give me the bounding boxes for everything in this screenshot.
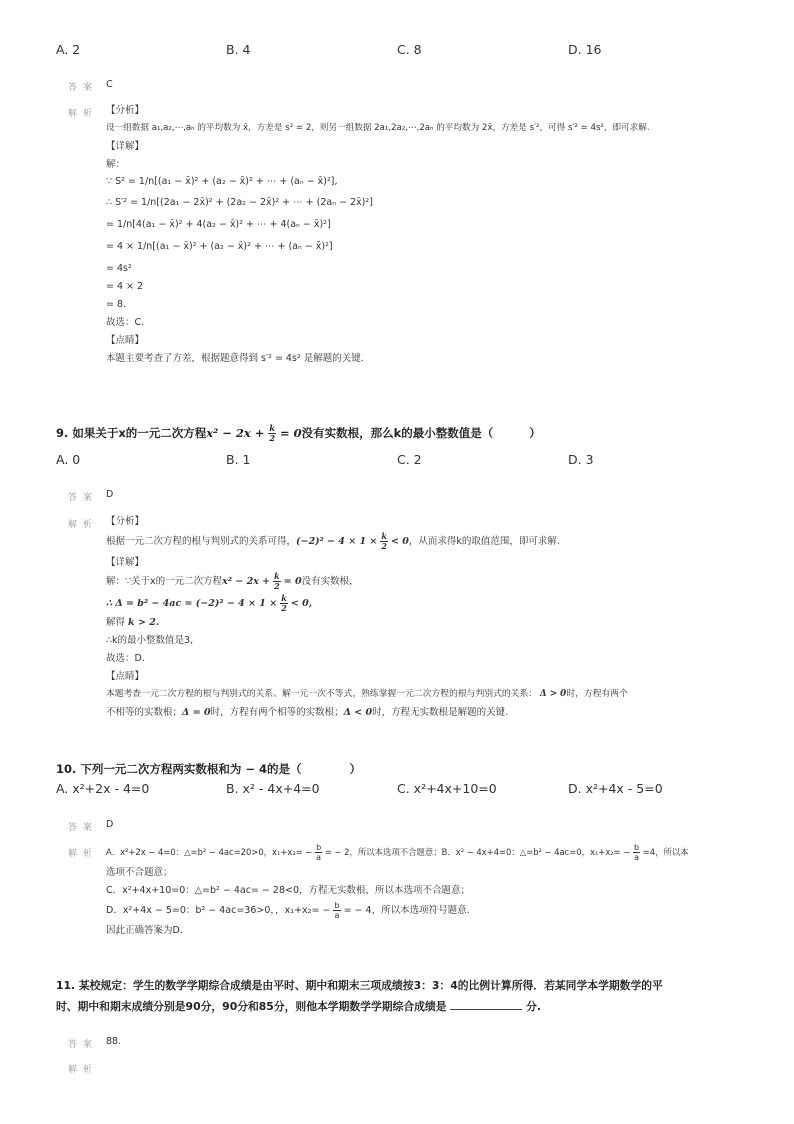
answer-blank — [450, 999, 522, 1010]
q9-option-a: A. 0 — [56, 452, 81, 467]
q9-line: 【详解】 — [106, 557, 145, 568]
fraction: $\frac{b}{a}$ — [634, 843, 640, 862]
q9-line: 【点睛】 — [106, 671, 145, 682]
q8-line: 设一组数据 a₁,a₂,⋯,aₙ 的平均数为 x̄，方差是 s² = 2，则另一组数据 2a₁,2a₂,⋯,2aₙ 的平均数为 2x̄，方差是 s′²，可得 s′² = 4s²，即可求解. — [106, 123, 650, 133]
q9-option-d: D. 3 — [568, 452, 594, 467]
q9-answer: D — [106, 489, 114, 500]
q8-line: = 4 × 1/n[(a₁ − x̄)² + (a₂ − x̄)² + ⋯ + (aₙ − x̄)²] — [106, 241, 333, 252]
q9-line: 解得 k > 2. — [106, 617, 160, 628]
q9-title: 9. 如果关于x的一元二次方程x² − 2x + $\frac{k}{2}$ = 0没有实数根，那么k的最小整数值是（ ） — [56, 423, 541, 443]
q9-line: 根据一元二次方程的根与判别式的关系可得，(−2)² − 4 × 1 × $\frac{k}{2}$ < 0，从而求得k的取值范围，即可求解. — [106, 531, 560, 551]
q11-analysis-label: 解析 — [68, 1065, 99, 1075]
q8-line: = 8. — [106, 299, 127, 310]
q9-option-c: C. 2 — [397, 452, 422, 467]
q10-analysis-label: 解析 — [68, 849, 99, 859]
q8-option-b: B. 4 — [226, 42, 251, 57]
q8-analysis-label: 解析 — [68, 109, 99, 119]
q10-option-a: A. x²+2x - 4=0 — [56, 781, 150, 796]
q8-line: = 4 × 2 — [106, 281, 144, 292]
q8-line: ∵ S² = 1/n[(a₁ − x̄)² + (a₂ − x̄)² + ⋯ + (aₙ − x̄)²], — [106, 176, 338, 187]
q11-answer-label: 答案 — [68, 1040, 99, 1050]
q10-option-b: B. x² - 4x+4=0 — [226, 781, 320, 796]
q8-option-c: C. 8 — [397, 42, 422, 57]
q9-line: 【分析】 — [106, 516, 145, 527]
q9-analysis-label: 解析 — [68, 520, 99, 530]
q10-line: 因此正确答案为D. — [106, 925, 183, 936]
q11-title-line2: 时、期中和期末成绩分别是90分，90分和85分，则他本学期数学学期综合成绩是 分. — [56, 1000, 542, 1013]
q10-line: C．x²+4x+10=0：△=b² − 4ac= − 28<0，方程无实数根，所以本选项不合题意； — [106, 885, 470, 896]
q10-answer-label: 答案 — [68, 823, 99, 833]
q10-line: D．x²+4x − 5=0：b² − 4ac=36>0，，x₁+x₂= − $\frac{b}{a}$ = − 4，所以本选项符号题意. — [106, 901, 470, 920]
q8-line: 【分析】 — [106, 105, 145, 116]
q9-line: ∴k的最小整数值是3, — [106, 635, 194, 646]
q8-answer-label: 答案 — [68, 83, 99, 93]
q8-option-a: A. 2 — [56, 42, 81, 57]
fraction: $\frac{k}{2}$ — [281, 593, 287, 613]
fraction: $\frac{b}{a}$ — [334, 901, 340, 920]
q9-line: 故选：D. — [106, 653, 145, 664]
q8-line: = 1/n[4(a₁ − x̄)² + 4(a₂ − x̄)² + ⋯ + 4(aₙ − x̄)²] — [106, 219, 331, 230]
q10-line: A．x²+2x − 4=0：△=b² − 4ac=20>0，x₁+x₂= − $\frac{b}{a}$ = − 2，所以本选项不合题意；B．x² − 4x+4=0：△=b² − 4ac=0，x₁+x₂= − $\frac{b}{a}$ =4，所以本 — [106, 843, 689, 862]
q8-line: 【点睛】 — [106, 335, 145, 346]
q11-title-line1: 11. 某校规定：学生的数学学期综合成绩是由平时、期中和期末三项成绩按3：3：4的比例计算所得．若某同学本学期数学的平 — [56, 979, 663, 992]
q10-line: 选项不合题意； — [106, 867, 173, 878]
q8-line: 解： — [106, 159, 126, 170]
q8-answer: C — [106, 79, 113, 90]
q9-line: 本题考查一元二次方程的根与判别式的关系、解一元一次不等式，熟练掌握一元二次方程的根与判别式的关系： Δ > 0时，方程有两个 — [106, 689, 628, 699]
q8-line: 【详解】 — [106, 141, 145, 152]
q8-line: ∴ S′² = 1/n[(2a₁ − 2x̄)² + (2a₂ − 2x̄)² + ⋯ + (2aₙ − 2x̄)²] — [106, 197, 373, 208]
fraction: $\frac{k}{2}$ — [269, 423, 275, 443]
q10-option-d: D. x²+4x - 5=0 — [568, 781, 663, 796]
q8-line: = 4s² — [106, 263, 132, 274]
fraction: $\frac{b}{a}$ — [316, 843, 322, 862]
q10-option-c: C. x²+4x+10=0 — [397, 781, 497, 796]
q10-answer: D — [106, 819, 114, 830]
fraction: $\frac{k}{2}$ — [274, 571, 280, 591]
q11-answer: 88. — [106, 1036, 122, 1047]
q9-option-b: B. 1 — [226, 452, 251, 467]
q9-answer-label: 答案 — [68, 493, 99, 503]
q8-line: 故选：C. — [106, 317, 145, 328]
fraction: $\frac{k}{2}$ — [381, 531, 387, 551]
q9-line: 不相等的实数根；Δ = 0时，方程有两个相等的实数根；Δ < 0时，方程无实数根是解题的关键. — [106, 707, 509, 718]
q9-line: ∴ Δ = b² − 4ac = (−2)² − 4 × 1 × $\frac{k}{2}$ < 0, — [106, 593, 312, 613]
q8-option-d: D. 16 — [568, 42, 602, 57]
q8-line: 本题主要考查了方差，根据题意得到 s′² = 4s² 是解题的关键. — [106, 353, 364, 364]
q10-title: 10. 下列一元二次方程两实数根和为 − 4的是（ ） — [56, 762, 362, 776]
q9-line: 解：∵关于x的一元二次方程x² − 2x + $\frac{k}{2}$ = 0没有实数根， — [106, 571, 359, 591]
